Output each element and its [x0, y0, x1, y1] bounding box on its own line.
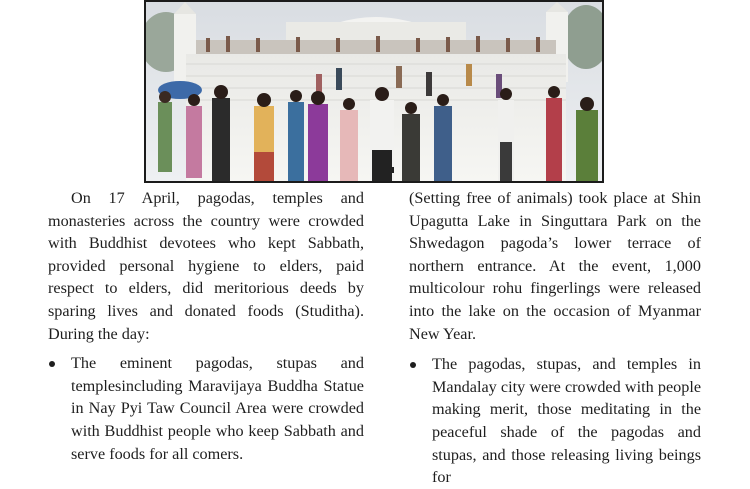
list-item [48, 352, 364, 465]
bullet-icon [49, 361, 55, 367]
list-item-text: The pagodas, stupas, and temples in Mandalay city were crowded with people making merit, those meditating in the peaceful shade of the pagodas and stupas, and those releasing living beings for [432, 355, 701, 487]
list-item [409, 353, 701, 489]
pagoda-photo-illustration [146, 2, 602, 181]
bullet-icon [410, 362, 416, 368]
pagoda-crowd-photo [144, 0, 604, 183]
list-item-text: The eminent pagodas, stupas and templesincluding Maravijaya Buddha Statue in Nay Pyi Taw Council Area were crowded with Buddhist people who keep Sabbath and serve foods for all comers. [71, 354, 364, 463]
right-column [409, 187, 701, 489]
right-intro-paragraph: (Setting free of animals) took place at Shin Upagutta Lake in Singuttara Park on the Shwedagon pagoda’s lower terrace of northern entrance. At the event, 1,000 multicolour rohu fingerlings were released into the lake on the occasion of Myanmar New Year. [409, 189, 701, 343]
left-bullet-list [48, 352, 364, 465]
left-column [48, 187, 364, 465]
left-intro-paragraph: On 17 April, pagodas, temples and monasteries across the country were crowded with Buddhist devotees who kept Sabbath, provided personal hygiene to elders, paid respect to elders, did meritorious deeds by sparing lives and donated foods (Studitha). During the day: [48, 189, 364, 343]
right-bullet-list [409, 353, 701, 489]
